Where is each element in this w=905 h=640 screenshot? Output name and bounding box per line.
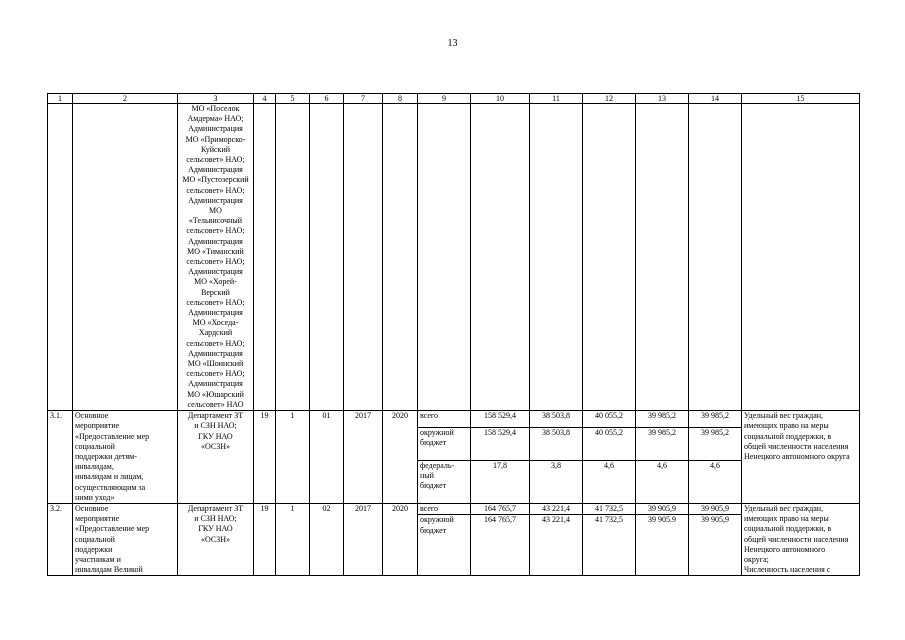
column-header: 15 bbox=[742, 94, 860, 104]
amount-cell: 39 985,2 bbox=[636, 411, 689, 428]
text-line: всего bbox=[420, 503, 439, 513]
text-line: МО «Хоседа- bbox=[192, 318, 239, 328]
text-line: Администрация bbox=[188, 308, 243, 318]
text-line: инвалидам Великой bbox=[75, 565, 143, 575]
text-line: Администрация bbox=[188, 236, 243, 246]
column-header: 3 bbox=[178, 94, 254, 104]
text-line: и СЗН НАО; bbox=[194, 514, 237, 524]
text-line: сельсовет» НАО; bbox=[186, 185, 245, 195]
text-line: социальной bbox=[75, 534, 115, 544]
text-line: окружной bbox=[420, 515, 454, 525]
text-line: и СЗН НАО; bbox=[194, 421, 237, 431]
text-line: бюджет bbox=[420, 481, 447, 491]
text-line: Ненецкого автономного bbox=[744, 544, 826, 554]
text-line: МО «Тиманский bbox=[187, 246, 244, 256]
text-line: «Предоставление мер bbox=[75, 431, 150, 441]
code-cell: 1 bbox=[276, 503, 310, 575]
code-cell: 1 bbox=[276, 411, 310, 504]
amount-cell: 17,8 bbox=[471, 460, 530, 503]
text-line: сельсовет» НАО; bbox=[186, 297, 245, 307]
column-header-row bbox=[48, 94, 860, 104]
start-year: 2017 bbox=[344, 503, 383, 575]
text-line: социальной поддержки, в bbox=[744, 431, 832, 441]
amount-cell: 38 503,8 bbox=[530, 428, 583, 461]
text-line: Основное bbox=[75, 411, 109, 421]
text-line: сельсовет» НАО bbox=[187, 399, 244, 409]
text-line: инвалидам, bbox=[75, 462, 114, 472]
text-line: Амдерма» НАО; bbox=[187, 114, 244, 124]
table-row bbox=[48, 503, 860, 514]
text-line: общей численности населения bbox=[744, 534, 849, 544]
text-line: Основное bbox=[75, 503, 109, 513]
text-line: поддержки bbox=[75, 544, 113, 554]
text-line: Департамент ЗТ bbox=[187, 411, 244, 421]
code-cell: 02 bbox=[310, 503, 344, 575]
text-line: мероприятие bbox=[75, 421, 120, 431]
amount-cell: 39 985,2 bbox=[689, 428, 742, 461]
amount-cell: 158 529,4 bbox=[471, 411, 530, 428]
text-line: округа; bbox=[744, 554, 769, 564]
text-line: сельсовет» НАО; bbox=[186, 155, 245, 165]
amount-cell: 41 732,5 bbox=[583, 515, 636, 576]
column-header: 1 bbox=[48, 94, 73, 104]
column-header: 7 bbox=[344, 94, 383, 104]
funding-source bbox=[418, 428, 471, 461]
text-line: мероприятие bbox=[75, 514, 120, 524]
text-line: сельсовет» НАО; bbox=[186, 338, 245, 348]
text-line: Хардский bbox=[198, 328, 233, 338]
text-line: ними уход» bbox=[75, 492, 115, 502]
column-header: 13 bbox=[636, 94, 689, 104]
text-line: Верский bbox=[201, 287, 230, 297]
indicator bbox=[742, 411, 860, 504]
text-line: «ОСЗН» bbox=[201, 441, 230, 451]
activity-name bbox=[73, 503, 178, 575]
text-line: МО «Пустозерский bbox=[182, 175, 249, 185]
code-cell: 19 bbox=[254, 411, 276, 504]
amount-cell: 39 985,2 bbox=[689, 411, 742, 428]
text-line: ГКУ НАО bbox=[198, 524, 233, 534]
amount-cell: 4,6 bbox=[636, 460, 689, 503]
amount-cell: 3,8 bbox=[530, 460, 583, 503]
amount-cell: 41 732,5 bbox=[583, 503, 636, 514]
text-line: МО «Приморско- bbox=[185, 134, 246, 144]
text-line: общей численности населения bbox=[744, 441, 849, 451]
amount-cell: 4,6 bbox=[689, 460, 742, 503]
column-header: 9 bbox=[418, 94, 471, 104]
text-line: сельсовет» НАО; bbox=[186, 257, 245, 267]
amount-cell: 164 765,7 bbox=[471, 515, 530, 576]
text-line: бюджет bbox=[420, 438, 447, 448]
activity-name bbox=[73, 411, 178, 504]
text-line: участникам и bbox=[75, 554, 121, 564]
text-line: Администрация bbox=[188, 348, 243, 358]
column-header: 14 bbox=[689, 94, 742, 104]
funding-source bbox=[418, 460, 471, 503]
text-line: имеющих право на меры bbox=[744, 514, 829, 524]
text-line: поддержки детям- bbox=[75, 451, 137, 461]
amount-cell: 39 905,9 bbox=[689, 515, 742, 576]
program-table bbox=[47, 93, 860, 576]
code-cell: 19 bbox=[254, 503, 276, 575]
column-header: 10 bbox=[471, 94, 530, 104]
executor bbox=[178, 503, 254, 575]
text-line: Администрация bbox=[188, 379, 243, 389]
text-line: бюджет bbox=[420, 525, 447, 535]
amount-cell: 40 055,2 bbox=[583, 428, 636, 461]
text-line: МО «Юшарский bbox=[187, 389, 244, 399]
text-line: Удельный вес граждан, bbox=[744, 503, 824, 513]
executor-list bbox=[178, 104, 254, 411]
amount-cell: 43 221,4 bbox=[530, 503, 583, 514]
column-header: 2 bbox=[73, 94, 178, 104]
text-line: Администрация bbox=[188, 195, 243, 205]
column-header: 8 bbox=[383, 94, 418, 104]
column-header: 6 bbox=[310, 94, 344, 104]
funding-source bbox=[418, 411, 471, 428]
amount-cell: 38 503,8 bbox=[530, 411, 583, 428]
text-line: МО «Шоинский bbox=[187, 359, 244, 369]
end-year: 2020 bbox=[383, 503, 418, 575]
text-line: МО «Поселок bbox=[191, 104, 240, 113]
amount-cell: 40 055,2 bbox=[583, 411, 636, 428]
text-line: инвалидам и лицам, bbox=[75, 472, 144, 482]
amount-cell: 39 985,2 bbox=[636, 428, 689, 461]
text-line: имеющих право на меры bbox=[744, 421, 829, 431]
text-line: всего bbox=[420, 411, 439, 421]
executor bbox=[178, 411, 254, 504]
end-year: 2020 bbox=[383, 411, 418, 504]
text-line: Куйский bbox=[200, 144, 230, 154]
column-header: 5 bbox=[276, 94, 310, 104]
text-line: социальной bbox=[75, 441, 115, 451]
text-line: «ОСЗН» bbox=[201, 534, 230, 544]
text-line: ГКУ НАО bbox=[198, 431, 233, 441]
text-line: Численность населения с bbox=[744, 565, 831, 575]
text-line: Администрация bbox=[188, 124, 243, 134]
funding-source bbox=[418, 503, 471, 514]
text-line: сельсовет» НАО; bbox=[186, 226, 245, 236]
amount-cell: 43 221,4 bbox=[530, 515, 583, 576]
text-line: «Предоставление мер bbox=[75, 524, 150, 534]
text-line: Ненецкого автономного округа bbox=[744, 451, 850, 461]
amount-cell: 39 905,9 bbox=[636, 503, 689, 514]
column-header: 12 bbox=[583, 94, 636, 104]
continued-row bbox=[48, 104, 860, 411]
text-line: Администрация bbox=[188, 267, 243, 277]
row-number: 3.2. bbox=[48, 503, 73, 575]
text-line: МО «Хорей- bbox=[194, 277, 237, 287]
column-header: 11 bbox=[530, 94, 583, 104]
column-header: 4 bbox=[254, 94, 276, 104]
text-line: социальной поддержки, в bbox=[744, 524, 832, 534]
text-line: Удельный вес граждан, bbox=[744, 411, 824, 421]
amount-cell: 39 905.9 bbox=[636, 515, 689, 576]
table-row bbox=[48, 411, 860, 428]
start-year: 2017 bbox=[344, 411, 383, 504]
text-line: федераль- bbox=[420, 460, 455, 470]
page-number: 13 bbox=[447, 38, 458, 49]
text-line: МО bbox=[209, 206, 222, 216]
amount-cell: 4,6 bbox=[583, 460, 636, 503]
text-line: сельсовет» НАО; bbox=[186, 369, 245, 379]
text-line: Администрация bbox=[188, 165, 243, 175]
text-line: осуществляющим за bbox=[75, 482, 146, 492]
amount-cell: 158 529,4 bbox=[471, 428, 530, 461]
text-line: «Тельвисочный bbox=[188, 216, 243, 226]
funding-source bbox=[418, 515, 471, 576]
row-number: 3.1. bbox=[48, 411, 73, 504]
amount-cell: 164 765,7 bbox=[471, 503, 530, 514]
text-line: окружной bbox=[420, 428, 454, 438]
amount-cell: 39 905,9 bbox=[689, 503, 742, 514]
text-line: ный bbox=[420, 471, 434, 481]
text-line: Департамент ЗТ bbox=[187, 503, 244, 513]
code-cell: 01 bbox=[310, 411, 344, 504]
indicator bbox=[742, 503, 860, 575]
